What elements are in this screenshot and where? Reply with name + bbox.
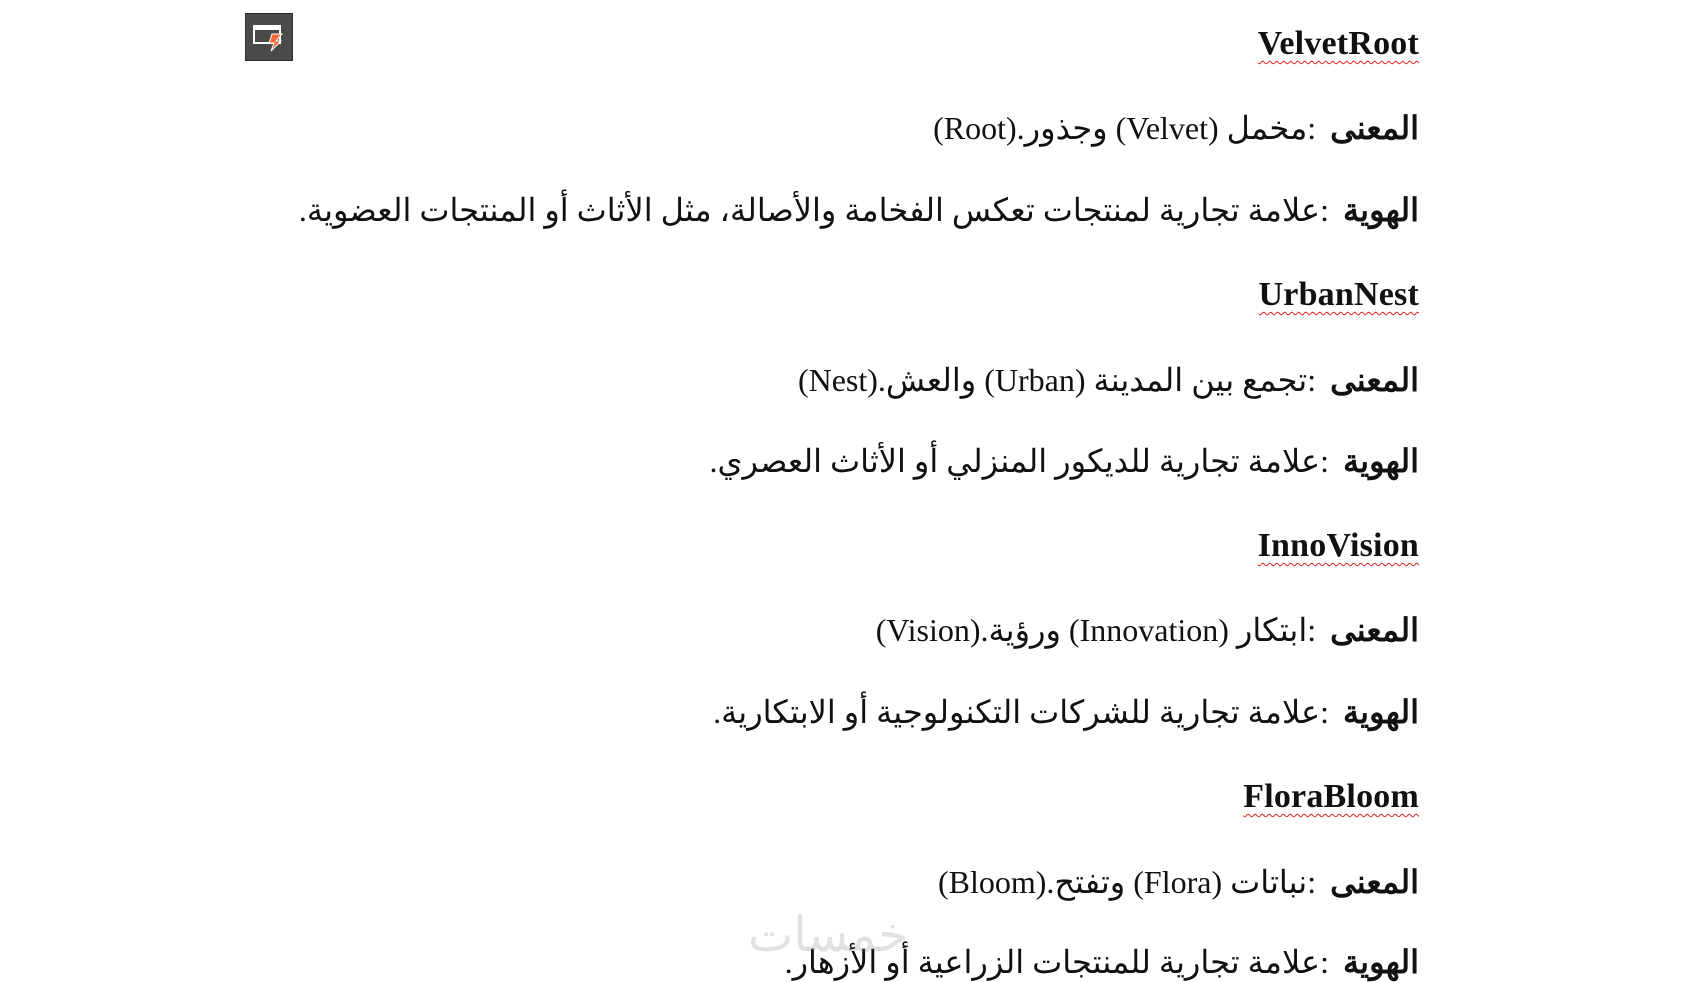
identity-label: الهوية: [1343, 192, 1419, 228]
quick-action-button[interactable]: [245, 13, 293, 61]
brand-name-heading: UrbanNest: [1258, 276, 1419, 313]
identity-label: الهوية: [1343, 694, 1419, 730]
meaning-line: [876, 610, 1419, 650]
meaning-text: :نباتات (Flora) وتفتح.(Bloom): [937, 864, 1317, 900]
meaning-line: [938, 862, 1419, 902]
identity-line: [713, 692, 1419, 732]
identity-line: [299, 190, 1419, 230]
quick-action-icon: [251, 22, 287, 52]
meaning-label: المعنى: [1330, 110, 1419, 146]
meaning-line: [798, 360, 1419, 400]
meaning-text: :مخمل (Velvet) وجذور.(Root): [933, 110, 1317, 146]
meaning-text: :تجمع بين المدينة (Urban) والعش.(Nest): [797, 362, 1317, 398]
brand-name-heading: InnoVision: [1257, 527, 1419, 564]
meaning-label: المعنى: [1330, 864, 1419, 900]
identity-label: الهوية: [1343, 443, 1419, 479]
identity-line: [709, 441, 1419, 481]
identity-text: :علامة تجارية للديكور المنزلي أو الأثاث العصري.: [709, 443, 1330, 479]
watermark-logo: خمسات: [748, 907, 909, 963]
identity-text: :علامة تجارية للمنتجات الزراعية أو الأزهار.: [784, 944, 1330, 980]
identity-text: :علامة تجارية لمنتجات تعكس الفخامة والأصالة، مثل الأثاث أو المنتجات العضوية.: [298, 192, 1330, 228]
identity-text: :علامة تجارية للشركات التكنولوجية أو الابتكارية.: [713, 694, 1330, 730]
identity-label: الهوية: [1343, 944, 1419, 980]
meaning-line: [933, 108, 1419, 148]
brand-name-heading: FloraBloom: [1243, 778, 1419, 815]
brand-name-heading: VelvetRoot: [1257, 25, 1419, 62]
meaning-label: المعنى: [1330, 362, 1419, 398]
meaning-label: المعنى: [1330, 612, 1419, 648]
meaning-text: :ابتكار (Innovation) ورؤية.(Vision): [875, 612, 1317, 648]
